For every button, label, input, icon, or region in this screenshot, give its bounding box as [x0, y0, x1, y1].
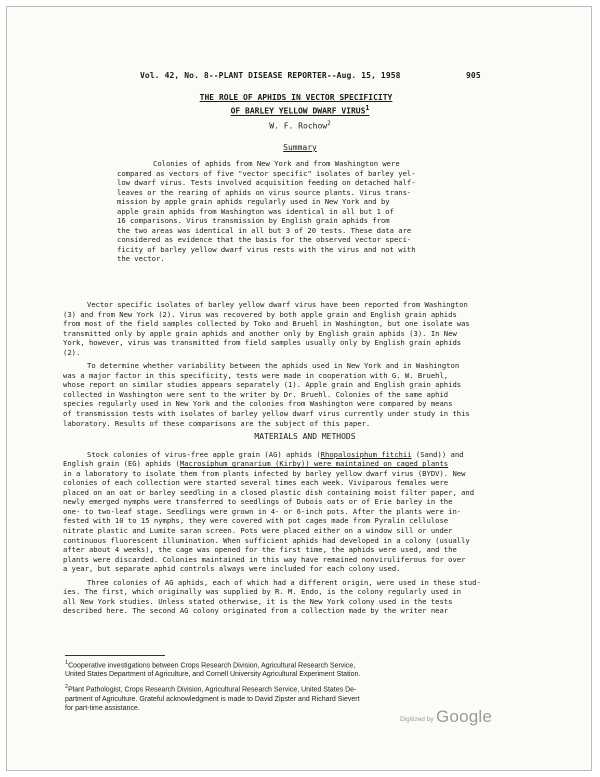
summary-line: ficity of barley yellow dwarf virus rests with the virus and not with [117, 244, 416, 254]
title-footnote-ref: 1 [365, 104, 370, 112]
body-text: English grain (EG) aphids ( [63, 459, 180, 469]
body-line: a year, but separate aphid controls always were included for each colony used. [63, 564, 401, 574]
body-line: To determine whether variability between the aphids used in New York and in Washington [87, 361, 460, 371]
footnote-divider [65, 655, 165, 656]
body-line: transmitted only by apple grain aphids and another only by English grain aphids (3). In New [63, 328, 457, 338]
body-line: in a laboratory to isolate them from plants infected by barley yellow dwarf virus (BYDV). New [63, 468, 466, 478]
body-line [63, 459, 547, 469]
summary-line: the vector. [117, 254, 165, 264]
footnote-text: Cooperative investigations between Crops Research Division, Agricultural Research Service, [68, 662, 356, 670]
body-text: (Kirby)) were maintained on caged plants [270, 459, 449, 469]
paragraph-stock-colonies [63, 450, 547, 574]
body-line: collected in Washington were sent to the writer by Dr. Bruehl. Colonies of the same aphid [63, 389, 449, 399]
body-line: fested with 10 to 15 nymphs, they were covered with pot cages made from Pyralin cellulose [63, 516, 449, 526]
body-line: of transmission tests with isolates of barley yellow dwarf virus currently under study in this [63, 409, 470, 419]
body-line: nitrate plastic and Lumite saran screen. Pots were placed either on a window sill or under [63, 526, 453, 536]
summary-text [117, 159, 487, 264]
title-line-1: THE ROLE OF APHIDS IN VECTOR SPECIFICITY [199, 93, 393, 102]
body-line: York, however, virus was transmitted from field samples usually only by English grain aphids [63, 338, 462, 348]
summary-line: leaves or the rearing of aphids on virus source plants. Virus trans- [117, 187, 412, 197]
body-line: was a major factor in this specificity, tests were made in cooperation with G. W. Bruehl, [63, 370, 449, 380]
body-line: all New York studies. Unless stated otherwise, it is the New York colony used in the tests [63, 596, 453, 606]
species-name: Macrosiphum granarium [179, 459, 271, 469]
body-line: ies. The first, which originally was supplied by R. M. Endo, is the colony regularly used in [63, 587, 462, 597]
paragraph-intro [63, 300, 547, 357]
google-logo: Google [436, 707, 493, 726]
digitization-watermark [400, 707, 510, 729]
body-line: one- to two-leaf stage. Seedlings were grown in 4- or 6-inch pots. After the plants were in- [63, 506, 462, 516]
body-line: Vector specific isolates of barley yellow dwarf virus have been reported from Washington [87, 300, 468, 309]
body-line: species regularly used in New York and the colonies from Washington were compared by means [63, 399, 453, 409]
summary-line: apple grain aphids from Washington was identical in all but 1 of [117, 206, 394, 216]
body-line: plants were discarded. Colonies maintained in this way have remained nonviruliferous for over [63, 554, 466, 564]
body-line [63, 450, 547, 460]
body-line: whose report on similar studies appears separately (1). Apple grain and English grain aphids [63, 380, 462, 390]
body-line: colonies of each collection were started several times each week. Viviparous females were [63, 478, 449, 488]
paragraph-objective [63, 361, 547, 428]
summary-line: the two areas was identical in all but 3 of 20 tests. These data are [117, 225, 412, 235]
watermark-prefix: Digitized by [400, 716, 434, 723]
body-line: placed on an oat or barley seedling in a closed plastic dish containing moist filter paper, and [63, 487, 475, 497]
summary-line: compared as vectors of five "vector specific" isolates of barley yel- [117, 168, 416, 178]
summary-line: low dwarf virus. Tests involved acquisition feeding on detached half- [117, 178, 416, 188]
title-line-2 [7, 103, 592, 117]
footnote-line: for part-time assistance. [65, 704, 140, 712]
running-title: Vol. 42, No. 8--PLANT DISEASE REPORTER--Aug. 15, 1958 [140, 71, 401, 80]
body-line: Three colonies of AG aphids, each of which had a different origin, were used in these stud- [87, 577, 481, 587]
body-line: described here. The second AG colony originated from a collection made by the writer near [63, 606, 449, 616]
summary-heading: Summary [283, 143, 317, 152]
summary-line: considered as evidence that the basis for the observed vector speci- [117, 235, 412, 245]
author-line [7, 120, 592, 131]
article-title [7, 93, 592, 117]
body-line: (2). [63, 347, 81, 357]
footnote-line [65, 683, 535, 694]
footnote-1 [65, 659, 535, 679]
article-body [63, 300, 547, 620]
summary-line: 16 comparisons. Virus transmission by English grain aphids from [117, 216, 390, 226]
footnote-text: Plant Pathologist, Crops Research Division, Agricultural Research Service, United States De- [68, 686, 357, 694]
body-text: Stock colonies of virus-free apple grain (AG) aphids ( [87, 449, 321, 459]
footnote-marker: 2 [65, 684, 69, 691]
author-footnote-ref: 2 [327, 120, 331, 127]
footnote-line [65, 659, 535, 670]
paragraph-ag-colonies [63, 578, 547, 616]
page-number: 905 [466, 71, 481, 80]
body-line: newly emerged nymphs were transferred to seedlings of Dubois oats or of Erie barley in the [63, 497, 453, 507]
title-line-2-text: OF BARLEY YELLOW DWARF VIRUS [230, 106, 366, 116]
species-name: Rhopalosiphum fitchii [320, 449, 412, 459]
body-text: (Sand)) and [411, 449, 464, 459]
footnote-marker: 1 [65, 660, 69, 666]
author-name: W. F. Rochow [269, 121, 328, 131]
section-heading-materials-methods: MATERIALS AND METHODS [254, 432, 356, 442]
body-line: after about 4 weeks), the cage was opened for the first time, the aphids were used, and the [63, 545, 457, 555]
body-line: (3) and from New York (2). Virus was recovered by both apple grain and English grain aphids [63, 309, 457, 319]
body-line: laboratory. Results of these comparisons are the subject of this paper. [63, 418, 371, 428]
footnote-line: partment of Agriculture. Grateful acknowledgment is made to David Zipster and Richard Sievert [65, 695, 360, 703]
footnote-line: United States Department of Agriculture, and Cornell University Agricultural Experiment Station. [65, 671, 361, 679]
body-line: continuous fluorescent illumination. When sufficient aphids had developed in a colony (usually [63, 535, 470, 545]
body-line: from most of the field samples collected by Toko and Bruehl in Washington, but one isolate was [63, 319, 470, 329]
summary-line: Colonies of aphids from New York and from Washington were [153, 159, 400, 168]
document-page [6, 6, 592, 771]
summary-line: mission by apple grain aphids regularly used in New York and by [117, 197, 390, 207]
